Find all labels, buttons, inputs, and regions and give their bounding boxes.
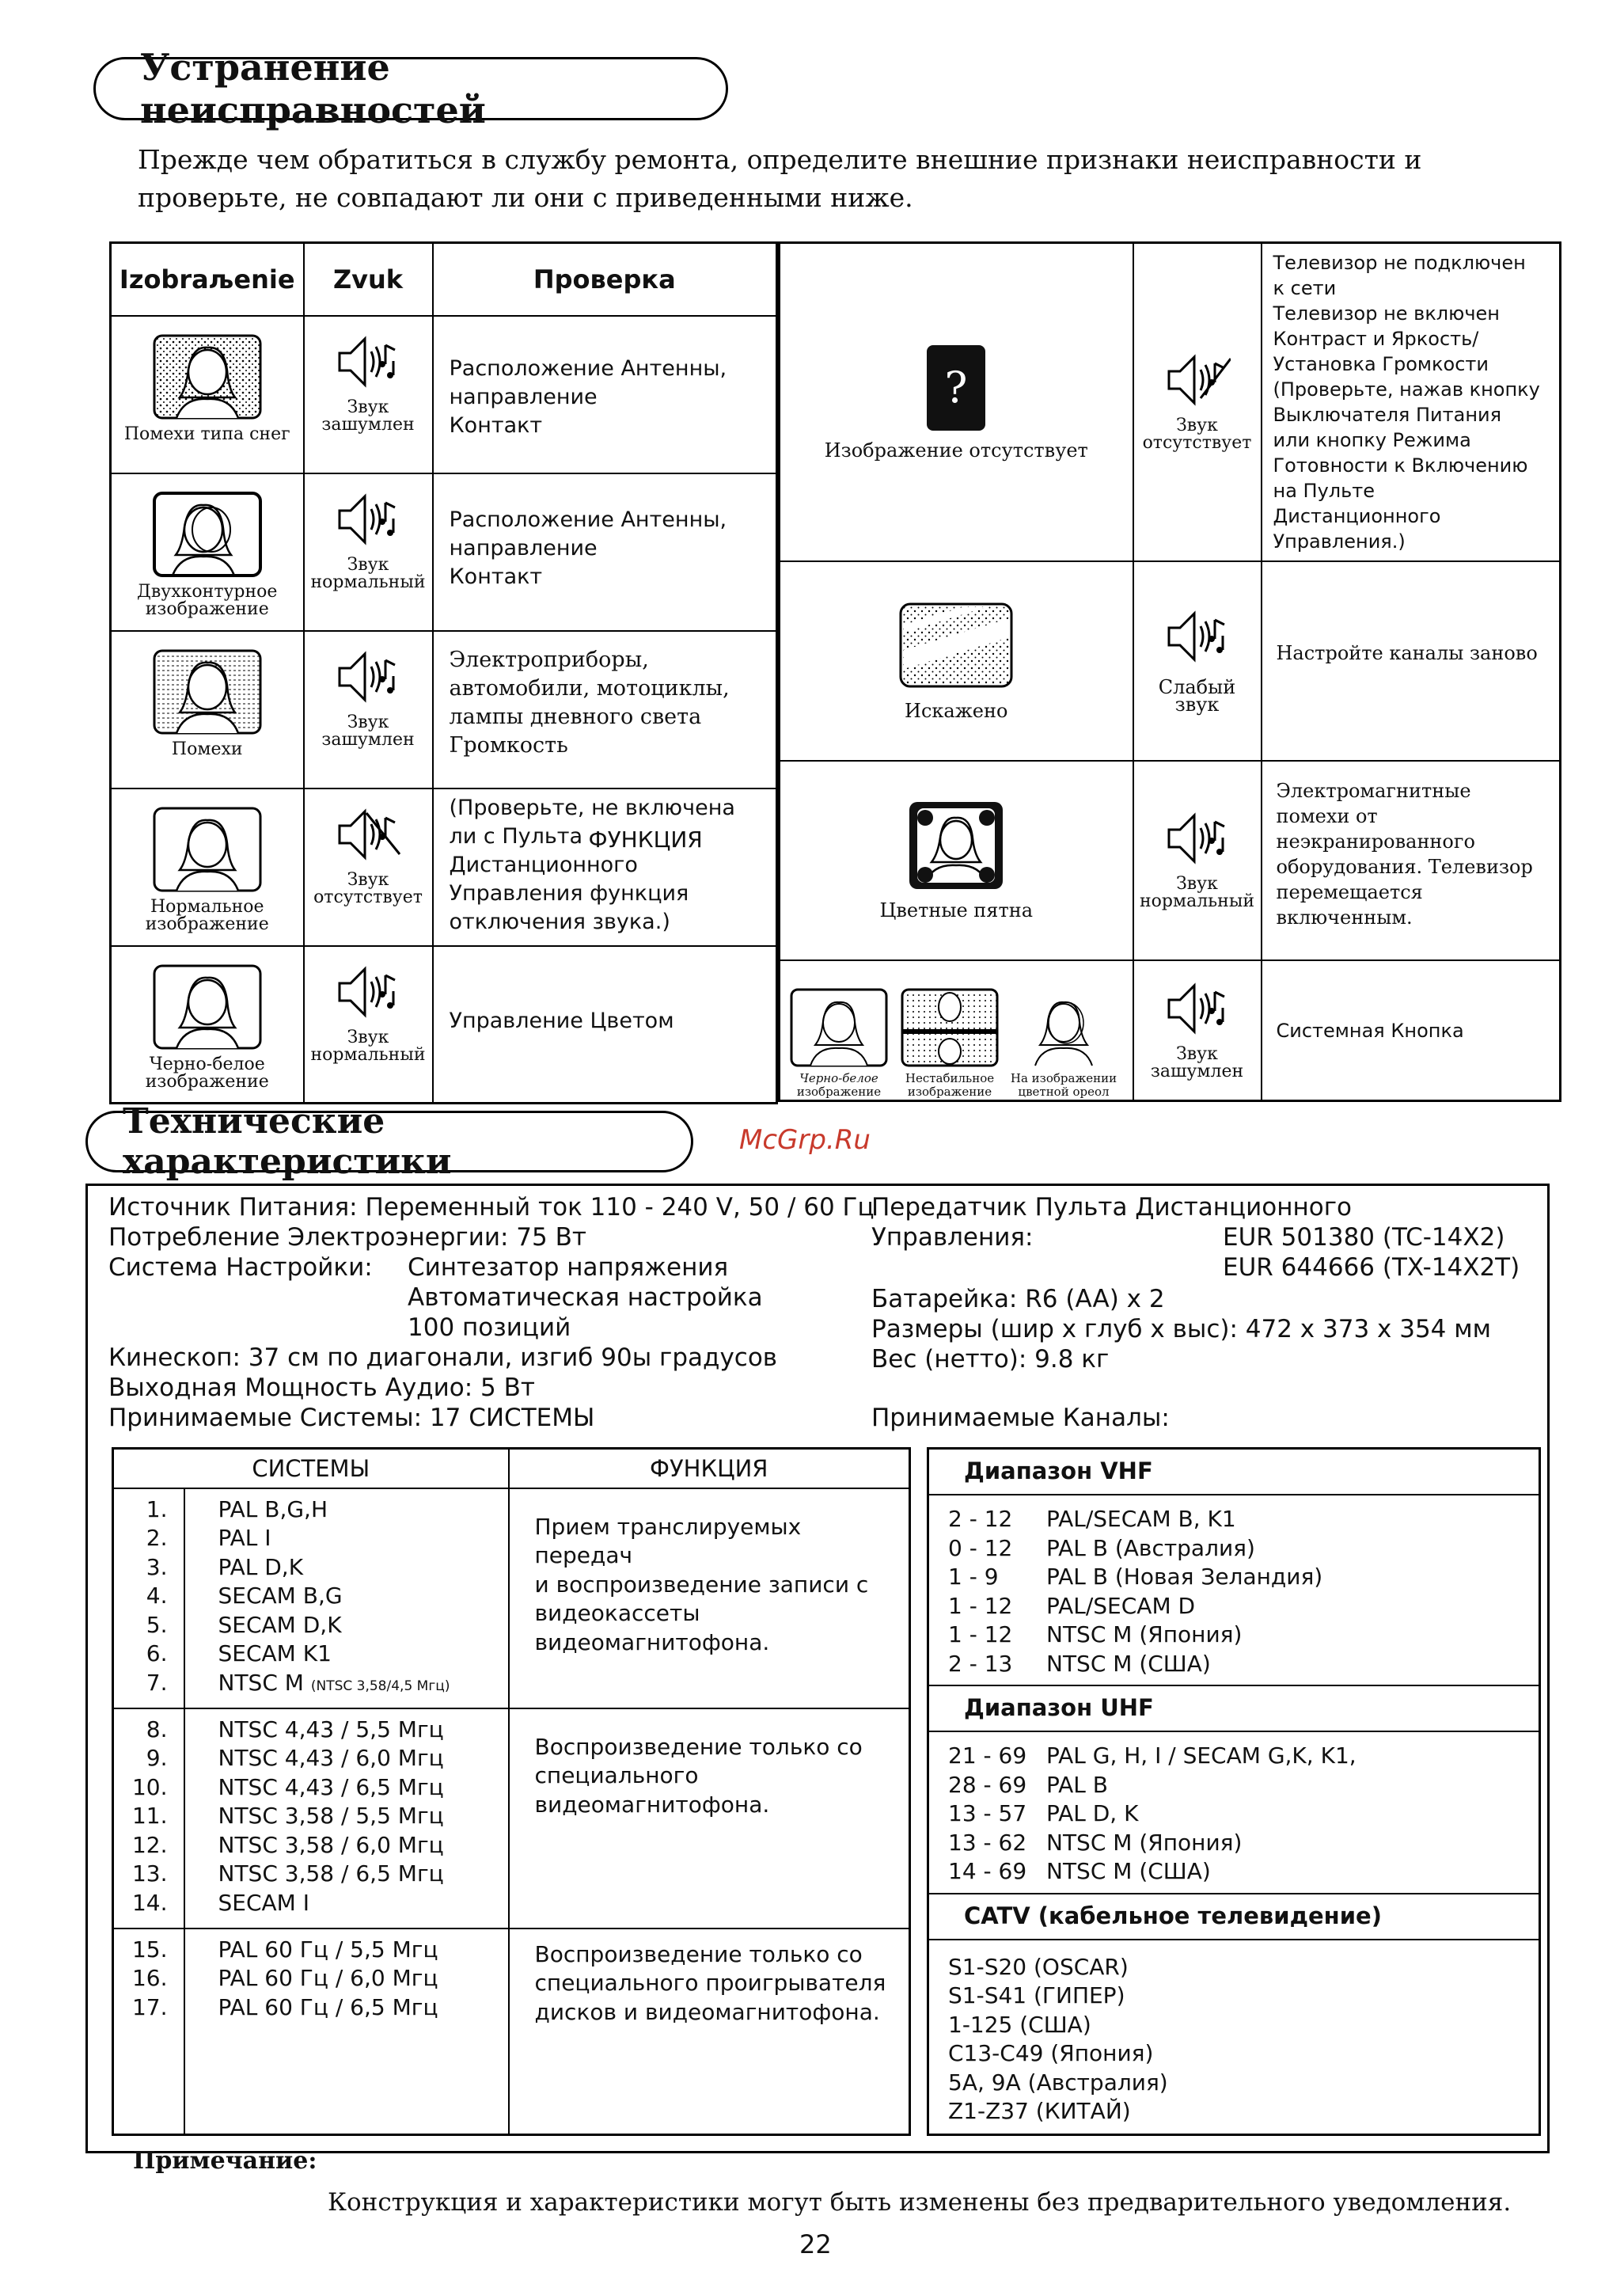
sys-name: PAL 60 Гц / 5,5 Мгц bbox=[218, 1936, 438, 1963]
sound-caption: нормальный bbox=[310, 572, 426, 592]
sys-num: 16. bbox=[131, 1965, 168, 1991]
list-item bbox=[948, 1534, 1539, 1564]
check-cell bbox=[1262, 243, 1561, 562]
channel-system: PAL B (Австралия) bbox=[1046, 1534, 1255, 1561]
picture-caption: Черно-белое bbox=[149, 1054, 265, 1074]
tv-normal-picture-icon bbox=[153, 807, 262, 892]
func-line: специального bbox=[534, 1762, 699, 1788]
sound-caption: зашумлен bbox=[321, 414, 415, 435]
channel-range: 1 - 9 bbox=[948, 1564, 999, 1590]
check-line: Телевизор не включен bbox=[1273, 302, 1500, 325]
table-row bbox=[113, 1708, 910, 1928]
header-sound: Zvuk bbox=[304, 243, 433, 316]
list-item bbox=[948, 1650, 1539, 1679]
sys-num: 14. bbox=[131, 1889, 168, 1916]
tv-unstable-small-icon bbox=[901, 988, 999, 1067]
troubleshooting-table-left bbox=[109, 241, 778, 1104]
tv-bw-picture-icon bbox=[153, 964, 262, 1050]
sys-num: 11. bbox=[131, 1803, 168, 1829]
stray-label: ФУНКЦИЯ bbox=[588, 826, 703, 853]
catv-title: CATV (кабельное телевидение) bbox=[929, 1894, 1539, 1940]
thumb-caption: Черно-белое bbox=[799, 1071, 878, 1085]
table-row bbox=[111, 316, 777, 473]
sound-caption: зашумлен bbox=[1150, 1061, 1244, 1081]
sys-num: 5. bbox=[146, 1611, 168, 1638]
tv-color-spots-picture-icon bbox=[909, 802, 1003, 889]
sound-caption: Звук bbox=[347, 1027, 389, 1047]
tv-interference-picture-icon bbox=[153, 649, 262, 735]
channel-range: 13 - 62 bbox=[948, 1829, 1027, 1856]
picture-caption: Искажено bbox=[905, 700, 1008, 722]
sys-name: NTSC 4,43 / 6,5 Мгц bbox=[218, 1773, 444, 1800]
question-mark-screen-icon bbox=[927, 345, 985, 431]
picture-caption: Двухконтурное bbox=[137, 581, 278, 602]
channel-range: 1 - 12 bbox=[948, 1592, 1013, 1619]
table-row bbox=[780, 561, 1561, 761]
sys-num: 12. bbox=[131, 1831, 168, 1858]
intro-text bbox=[138, 141, 1421, 217]
channel-range: 0 - 12 bbox=[948, 1534, 1013, 1561]
check-line: Управление Цветом bbox=[449, 1008, 674, 1033]
table-row bbox=[113, 1928, 910, 2135]
spec-channels-label: Принимаемые Каналы: bbox=[871, 1404, 1170, 1432]
sys-name: NTSC 3,58 / 6,0 Мгц bbox=[218, 1831, 444, 1858]
check-line: Расположение Антенны, bbox=[449, 507, 727, 532]
speaker-muted-icon bbox=[335, 807, 401, 862]
sys-num: 7. bbox=[146, 1669, 168, 1696]
spec-consumption: Потребление Электроэнергии: 75 Вт bbox=[108, 1223, 586, 1252]
func-line: Прием транслируемых передач bbox=[534, 1513, 802, 1568]
channel-range: 1 - 12 bbox=[948, 1621, 1013, 1647]
spec-tuning-value: Синтезатор напряжения bbox=[408, 1253, 729, 1282]
sys-num: 13. bbox=[131, 1860, 168, 1887]
spec-tuning-label: Система Настройки: bbox=[108, 1253, 373, 1282]
list-item bbox=[948, 1563, 1539, 1592]
spec-tuning-value: Автоматическая настройка bbox=[408, 1283, 763, 1312]
note-text: Конструкция и характеристики могут быть изменены без предварительного уведомления. bbox=[328, 2188, 1512, 2217]
check-line: неэкранированного bbox=[1276, 830, 1475, 853]
func-line: видеомагнитофона. bbox=[534, 1791, 770, 1818]
picture-caption: Изображение отсутствует bbox=[824, 439, 1088, 462]
bw-picture-thumb bbox=[788, 988, 890, 1099]
list-item bbox=[948, 1592, 1539, 1621]
halo-picture-thumb bbox=[1010, 988, 1117, 1099]
sys-num: 15. bbox=[131, 1936, 168, 1963]
check-line: Электромагнитные bbox=[1276, 780, 1471, 802]
check-cell bbox=[433, 316, 777, 473]
check-line: Готовности к Включению bbox=[1273, 454, 1528, 477]
list-item bbox=[948, 1857, 1539, 1887]
sys-name: PAL I bbox=[218, 1525, 271, 1551]
unstable-picture-thumb bbox=[899, 988, 1000, 1099]
list-item: S1-S41 (ГИПЕР) bbox=[948, 1982, 1125, 2008]
speaker-normal-icon bbox=[335, 964, 401, 1020]
section-title-troubleshooting bbox=[93, 46, 728, 131]
check-line: Громкость bbox=[449, 732, 568, 758]
uhf-list bbox=[929, 1732, 1539, 1894]
list-item: C13-C49 (Япония) bbox=[948, 2040, 1154, 2066]
page-number: 22 bbox=[799, 2229, 832, 2259]
check-line: Телевизор не подключен bbox=[1273, 252, 1526, 274]
catv-list bbox=[929, 1940, 1539, 2133]
tv-ghost-picture-icon bbox=[153, 492, 262, 577]
spec-remote-model: EUR 501380 (TC-14X2) bbox=[1223, 1223, 1505, 1252]
check-cell bbox=[433, 946, 777, 1104]
speaker-muted-icon bbox=[1164, 352, 1231, 408]
thumb-caption: Нестабильное bbox=[905, 1071, 995, 1085]
channel-system: PAL D, K bbox=[1046, 1800, 1139, 1826]
sys-name: PAL D,K bbox=[218, 1553, 304, 1580]
sound-caption: Звук bbox=[347, 554, 389, 575]
sys-note: (NTSC 3,58/4,5 Мгц) bbox=[310, 1678, 450, 1694]
sys-name: SECAM I bbox=[218, 1889, 309, 1916]
func-line: видеокассеты bbox=[534, 1600, 700, 1626]
check-cell: Настройте каналы заново bbox=[1262, 561, 1561, 761]
list-item bbox=[948, 1799, 1539, 1829]
spec-weight: Вес (нетто): 9.8 кг bbox=[871, 1345, 1110, 1374]
sound-caption: Звук bbox=[1176, 1043, 1218, 1064]
thumb-caption: цветной ореол bbox=[1018, 1085, 1110, 1099]
speaker-noisy-icon bbox=[1164, 981, 1231, 1036]
check-line: (Проверьте, не включена bbox=[449, 795, 735, 820]
systems-header: СИСТЕМЫ bbox=[113, 1449, 509, 1488]
spec-remote-label: Управления: bbox=[871, 1223, 1034, 1252]
func-line: дисков и видеомагнитофона. bbox=[534, 1998, 880, 2025]
speaker-weak-icon bbox=[1164, 609, 1231, 664]
func-line: видеомагнитофона. bbox=[534, 1628, 770, 1655]
picture-caption: изображение bbox=[145, 598, 269, 619]
function-header: ФУНКЦИЯ bbox=[509, 1449, 910, 1488]
check-line: Контакт bbox=[449, 412, 543, 438]
table-row bbox=[111, 473, 777, 631]
check-line: на Пульте Дистанционного bbox=[1273, 480, 1441, 527]
troubleshooting-title: Устранение неисправностей bbox=[140, 46, 486, 131]
spec-dimensions: Размеры (шир х глуб х выс): 472 х 373 х 354 мм bbox=[871, 1315, 1492, 1343]
sound-caption: нормальный bbox=[1139, 891, 1254, 911]
header-check: Проверка bbox=[433, 243, 777, 316]
speaker-normal-icon bbox=[335, 492, 401, 547]
list-item bbox=[948, 1621, 1539, 1650]
speaker-noisy-icon bbox=[335, 649, 401, 705]
spec-tuning-value: 100 позиций bbox=[408, 1313, 571, 1342]
intro-line: Прежде чем обратиться в службу ремонта, определите внешние признаки неисправности и bbox=[138, 144, 1422, 175]
table-row bbox=[780, 960, 1561, 1101]
channel-system: PAL/SECAM B, K1 bbox=[1046, 1506, 1236, 1532]
sys-num: 10. bbox=[131, 1773, 168, 1800]
sys-num: 1. bbox=[146, 1495, 168, 1522]
specs-box bbox=[85, 1184, 1550, 2153]
channel-system: NTSC M (США) bbox=[1046, 1858, 1211, 1884]
picture-caption: изображение bbox=[145, 914, 269, 934]
table-row bbox=[780, 761, 1561, 960]
sys-num: 17. bbox=[131, 1993, 168, 2020]
channel-range: 28 - 69 bbox=[948, 1771, 1027, 1798]
thumb-caption: изображение bbox=[907, 1085, 992, 1099]
picture-caption: изображение bbox=[145, 1071, 269, 1092]
list-item: 5A, 9A (Австралия) bbox=[948, 2069, 1168, 2096]
channel-system: PAL B bbox=[1046, 1771, 1108, 1798]
tv-distorted-picture-icon bbox=[899, 602, 1013, 688]
channel-system: PAL G, H, I / SECAM G,K, K1, bbox=[1046, 1742, 1356, 1769]
check-line: Выключателя Питания bbox=[1273, 404, 1502, 426]
list-item: 1-125 (США) bbox=[948, 2011, 1091, 2038]
intro-line: проверьте, не совпадают ли они с приведенными ниже. bbox=[138, 182, 913, 213]
channel-range: 2 - 12 bbox=[948, 1506, 1013, 1532]
table-row bbox=[111, 788, 777, 946]
check-line: направление bbox=[449, 535, 598, 560]
spec-power: Источник Питания: Переменный ток 110 - 240 V, 50 / 60 Гц bbox=[108, 1193, 875, 1222]
sound-caption: Звук bbox=[347, 869, 389, 890]
check-line: Управления.) bbox=[1273, 530, 1406, 553]
table-row bbox=[111, 631, 777, 788]
list-item bbox=[948, 1505, 1539, 1534]
sys-num: 4. bbox=[146, 1583, 168, 1609]
header-picture: Izobraљenie bbox=[111, 243, 304, 316]
picture-caption: Нормальное bbox=[150, 896, 264, 917]
thumb-caption: изображение bbox=[796, 1085, 882, 1099]
spec-remote-label: Передатчик Пульта Дистанционного bbox=[871, 1193, 1353, 1222]
check-line: отключения звука.) bbox=[449, 909, 670, 934]
check-line: или кнопку Режима bbox=[1273, 429, 1471, 451]
func-line: Воспроизведение только со bbox=[534, 1940, 863, 1967]
sys-name: PAL 60 Гц / 6,0 Мгц bbox=[218, 1965, 438, 1991]
sys-num: 3. bbox=[146, 1553, 168, 1580]
speaker-normal-icon bbox=[1164, 811, 1231, 866]
sound-caption: нормальный bbox=[310, 1044, 426, 1065]
check-line: автомобили, мотоциклы, bbox=[449, 675, 730, 701]
picture-caption: Помехи bbox=[171, 739, 243, 759]
note-label: Примечание: bbox=[133, 2147, 317, 2175]
vhf-list bbox=[929, 1495, 1539, 1686]
sys-name: NTSC 3,58 / 5,5 Мгц bbox=[218, 1803, 444, 1829]
sys-name: SECAM K1 bbox=[218, 1640, 332, 1666]
list-item bbox=[948, 1829, 1539, 1858]
check-line: помехи от bbox=[1276, 805, 1378, 827]
channel-range: 2 - 13 bbox=[948, 1650, 1013, 1677]
sound-caption: отсутствует bbox=[1142, 433, 1252, 453]
vhf-title: Диапазон VHF bbox=[929, 1450, 1539, 1495]
channel-range: 13 - 57 bbox=[948, 1800, 1027, 1826]
sound-caption: отсутствует bbox=[313, 887, 423, 907]
specs-title: Технические характеристики bbox=[123, 1101, 452, 1182]
check-line: Управления функция bbox=[449, 880, 689, 906]
func-line: и воспроизведение записи с bbox=[534, 1571, 869, 1598]
channel-range: 14 - 69 bbox=[948, 1858, 1027, 1884]
check-cell: Системная Кнопка bbox=[1262, 960, 1561, 1101]
channel-range: 21 - 69 bbox=[948, 1742, 1027, 1769]
check-line: Электроприборы, bbox=[449, 647, 649, 672]
spec-systems: Принимаемые Системы: 17 СИСТЕМЫ bbox=[108, 1404, 595, 1432]
spec-battery: Батарейка: R6 (AA) x 2 bbox=[871, 1285, 1165, 1313]
speaker-noisy-icon bbox=[335, 334, 401, 390]
check-line: Контакт bbox=[449, 564, 543, 589]
sys-name: SECAM D,K bbox=[218, 1611, 342, 1638]
systems-table bbox=[112, 1447, 911, 2136]
func-line: специального проигрывателя bbox=[534, 1970, 886, 1996]
troubleshooting-table-right bbox=[778, 241, 1561, 1102]
list-item bbox=[948, 1742, 1539, 1771]
channel-system: PAL/SECAM D bbox=[1046, 1592, 1196, 1619]
sys-name: PAL B,G,H bbox=[218, 1495, 328, 1522]
check-line: Дистанционного bbox=[449, 852, 638, 877]
check-line: перемещается bbox=[1276, 881, 1423, 903]
check-line: Расположение Антенны, bbox=[449, 355, 727, 381]
uhf-title: Диапазон UHF bbox=[929, 1686, 1539, 1732]
check-line: к сети bbox=[1273, 277, 1337, 299]
sys-name: SECAM B,G bbox=[218, 1583, 343, 1609]
func-line: Воспроизведение только со bbox=[534, 1733, 863, 1760]
sound-caption: Слабый звук bbox=[1158, 676, 1236, 716]
list-item: Z1-Z37 (КИТАЙ) bbox=[948, 2098, 1131, 2124]
check-cell bbox=[433, 631, 777, 788]
sys-num: 6. bbox=[146, 1640, 168, 1666]
check-line: лампы дневного света bbox=[449, 704, 702, 729]
check-line: включенным. bbox=[1276, 906, 1413, 929]
check-line: (Проверьте, нажав кнопку bbox=[1273, 378, 1540, 401]
sound-caption: Звук bbox=[347, 712, 389, 732]
list-item: S1-S20 (OSCAR) bbox=[948, 1953, 1129, 1980]
spec-remote-model: EUR 644666 (TX-14X2T) bbox=[1223, 1253, 1520, 1282]
spec-crt: Кинескоп: 37 см по диагонали, изгиб 90ы градусов bbox=[108, 1343, 778, 1372]
channel-system: NTSC M (США) bbox=[1046, 1650, 1211, 1677]
spec-audio: Выходная Мощность Аудио: 5 Вт bbox=[108, 1374, 535, 1402]
sys-num: 9. bbox=[146, 1745, 168, 1771]
sys-name: NTSC M bbox=[218, 1669, 304, 1696]
sys-name: NTSC 4,43 / 6,0 Мгц bbox=[218, 1745, 444, 1771]
sys-name: NTSC 3,58 / 6,5 Мгц bbox=[218, 1860, 444, 1887]
picture-caption: Помехи типа снег bbox=[123, 424, 290, 444]
check-cell bbox=[433, 473, 777, 631]
channel-system: NTSC M (Япония) bbox=[1046, 1829, 1243, 1856]
picture-caption: Цветные пятна bbox=[879, 899, 1034, 922]
svg-text:?: ? bbox=[944, 363, 968, 412]
sound-caption: Звук bbox=[1176, 416, 1218, 435]
sys-name: NTSC 4,43 / 5,5 Мгц bbox=[218, 1716, 444, 1742]
check-line: направление bbox=[449, 384, 598, 409]
sound-caption: зашумлен bbox=[321, 729, 415, 750]
table-row bbox=[780, 243, 1561, 562]
check-cell bbox=[433, 788, 777, 946]
table-row bbox=[111, 946, 777, 1104]
sys-num: 2. bbox=[146, 1525, 168, 1551]
sound-caption: Звук bbox=[1176, 874, 1218, 894]
tv-snow-picture-icon bbox=[153, 334, 262, 420]
tv-halo-small-icon bbox=[1024, 988, 1103, 1067]
sys-num: 8. bbox=[146, 1716, 168, 1742]
watermark: McGrp.Ru bbox=[739, 1124, 871, 1156]
thumb-caption: На изображении bbox=[1010, 1071, 1117, 1085]
sound-caption: Звук bbox=[347, 397, 389, 417]
sys-name: PAL 60 Гц / 6,5 Мгц bbox=[218, 1993, 438, 2020]
channels-table bbox=[927, 1447, 1541, 2136]
section-title-specs bbox=[85, 1101, 693, 1182]
channel-system: PAL B (Новая Зеландия) bbox=[1046, 1564, 1323, 1590]
tv-bw-small-icon bbox=[790, 988, 888, 1067]
list-item bbox=[948, 1771, 1539, 1800]
channel-system: NTSC M (Япония) bbox=[1046, 1621, 1243, 1647]
check-line: Установка Громкости bbox=[1273, 353, 1489, 375]
table-row bbox=[113, 1488, 910, 1708]
check-line: Контраст и Яркость/ bbox=[1273, 328, 1479, 350]
check-line: оборудования. Телевизор bbox=[1276, 856, 1533, 878]
check-cell bbox=[1262, 761, 1561, 960]
check-line: ли с Пульта bbox=[449, 823, 583, 849]
